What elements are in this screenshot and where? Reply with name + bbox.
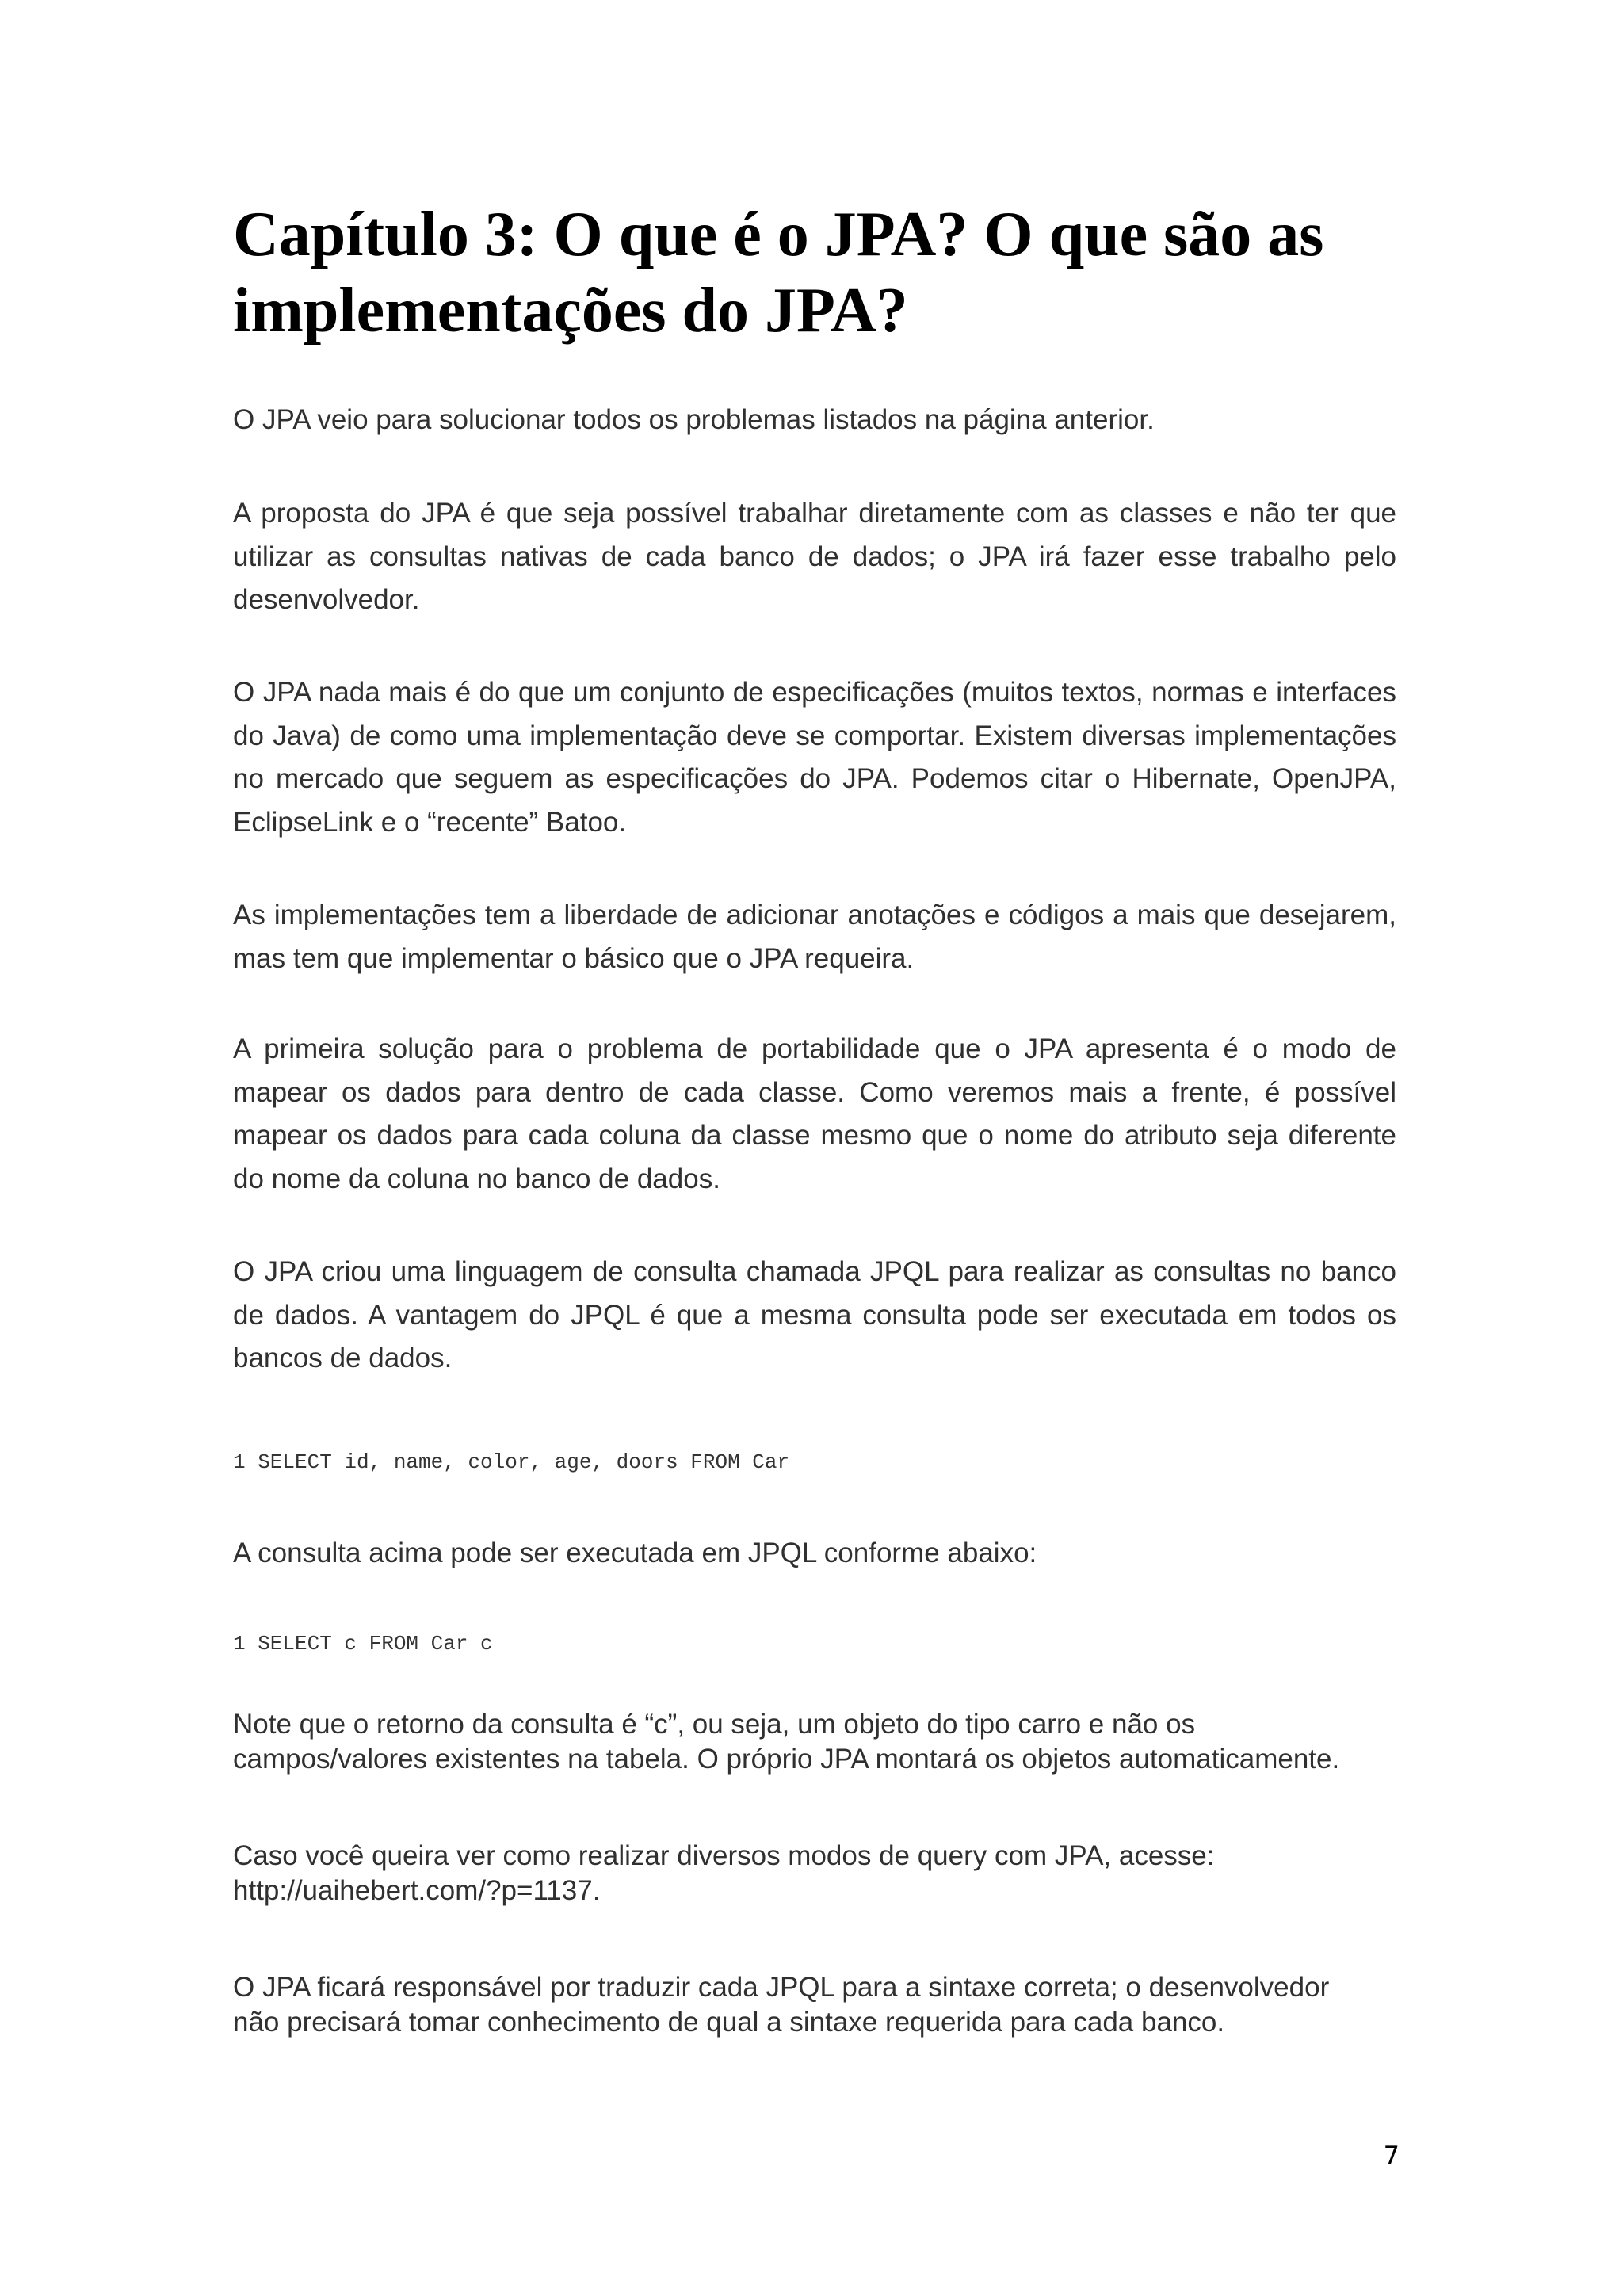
query-reference-url[interactable]: http://uaihebert.com/?p=1137. [233, 1875, 601, 1906]
proposal-paragraph: A proposta do JPA é que seja possível trabalhar diretamente com as classes e não ter que utilizar as consultas nativas de cada banco de dados; o JPA irá fazer esse trabalho pelo desenvolvedor. [233, 498, 1396, 615]
mapping-paragraph: A primeira solução para o problema de portabilidade que o JPA apresenta é o modo de mapear os dados para dentro de cada classe. Como veremos mais a frente, é possível mapear os dados para cada coluna da classe mesmo que o nome do atributo seja diferente do nome da coluna no banco de dados. [233, 1033, 1396, 1194]
specification-paragraph: O JPA nada mais é do que um conjunto de especificações (muitos textos, normas e interfaces do Java) de como uma implementação deve se comportar. Existem diversas implementações no mercado que seguem as especificações do JPA. Podemos citar o Hibernate, OpenJPA, EclipseLink e o “recente” Batoo. [233, 677, 1396, 838]
intro-paragraph: O JPA veio para solucionar todos os problemas listados na página anterior. [233, 404, 1155, 435]
jpql-conversion-paragraph: A consulta acima pode ser executada em JPQL conforme abaixo: [233, 1538, 1037, 1568]
implementations-paragraph: As implementações tem a liberdade de adicionar anotações e códigos a mais que desejarem, mas tem que implementar o básico que o JPA requeira. [233, 900, 1396, 974]
chapter-title: Capítulo 3: O que é o JPA? O que são as implementações do JPA? [233, 200, 1324, 346]
page-number: 7 [1383, 2141, 1400, 2171]
query-result-note-line-2: campos/valores existentes na tabela. O próprio JPA montará os objetos automaticamente. [233, 1744, 1340, 1775]
query-reference-paragraph [233, 1839, 1396, 1908]
query-reference-line-1: Caso você queira ver como realizar diversos modos de query com JPA, acesse: [233, 1840, 1215, 1871]
closing-paragraph-line-2: não precisará tomar conhecimento de qual a sintaxe requerida para cada banco. [233, 2007, 1225, 2038]
jpql-code-example: 1 SELECT c FROM Car c [233, 1632, 493, 1656]
sql-code-example: 1 SELECT id, name, color, age, doors FROM Car [233, 1450, 790, 1474]
closing-paragraph-line-1: O JPA ficará responsável por traduzir cada JPQL para a sintaxe correta; o desenvolvedor [233, 1972, 1330, 2003]
closing-paragraph [233, 1970, 1396, 2040]
query-result-note [233, 1707, 1396, 1777]
query-result-note-line-1: Note que o retorno da consulta é “c”, ou seja, um objeto do tipo carro e não os [233, 1709, 1196, 1740]
jpql-paragraph: O JPA criou uma linguagem de consulta chamada JPQL para realizar as consultas no banco de dados. A vantagem do JPQL é que a mesma consulta pode ser executada em todos os bancos de dados. [233, 1256, 1396, 1373]
